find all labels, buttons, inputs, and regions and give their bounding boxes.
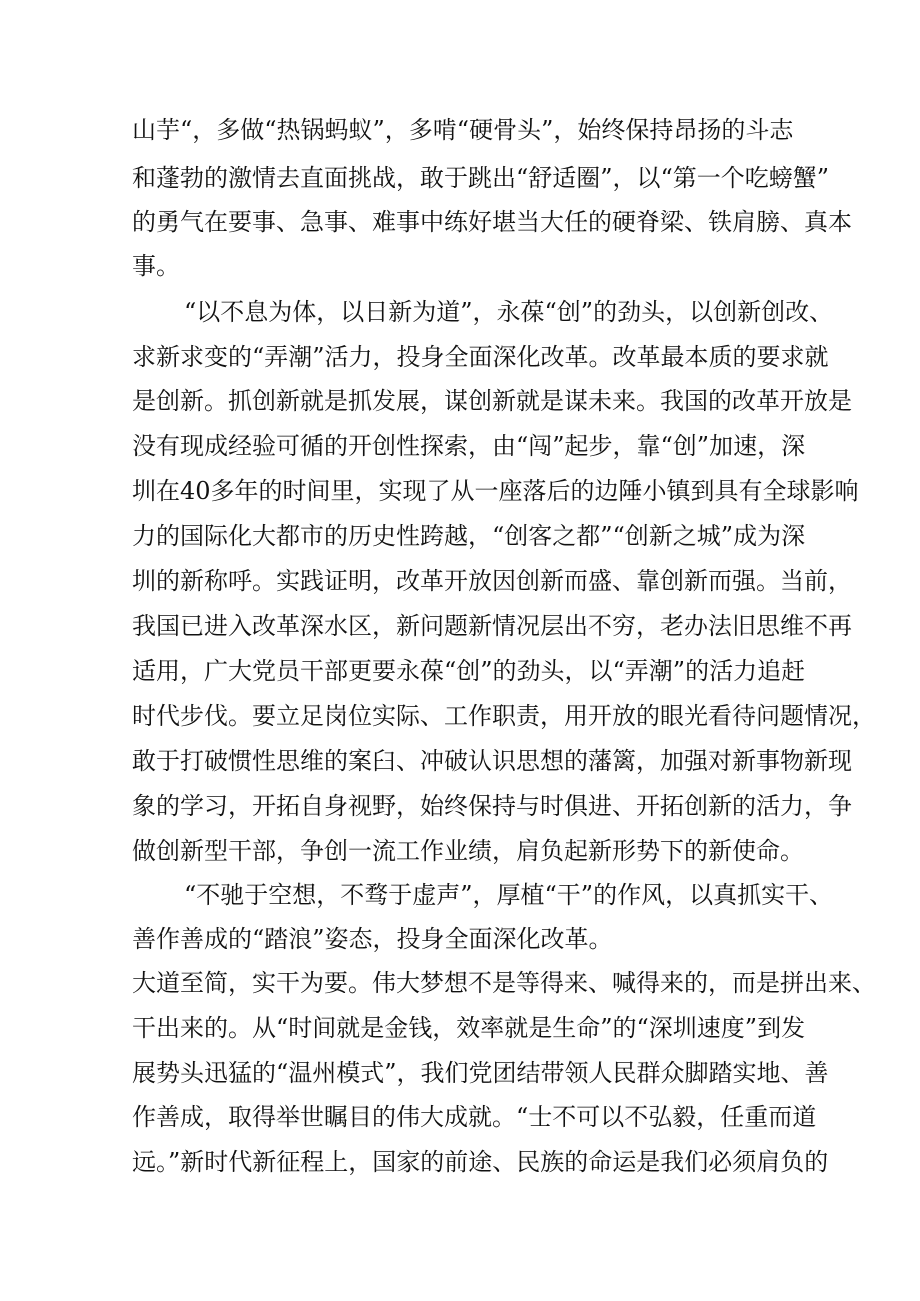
text-line: 事。 <box>132 252 180 280</box>
text-line: 圳的新称呼。实践证明，改革开放因创新而盛、靠创新而强。当前， <box>132 567 852 595</box>
text-line: 求新求变的“弄潮”活力，投身全面深化改革。改革最本质的要求就 <box>132 343 829 371</box>
text-line: 做创新型干部，争创一流工作业绩，肩负起新形势下的新使命。 <box>132 837 804 865</box>
text-line: 作善成，取得举世瞩目的伟大成就。“士不可以不弘毅，任重而道 <box>132 1103 817 1131</box>
paragraph-start-line: “以不息为体，以日新为道”，永葆“创”的劲头，以创新创改、 <box>184 298 834 326</box>
text-line: 敢于打破惯性思维的案臼、冲破认识思想的藩篱，加强对新事物新现 <box>132 747 852 775</box>
text-line: 力的国际化大都市的历史性跨越，“创客之都”“创新之城”成为深 <box>132 522 806 550</box>
text-line: 没有现成经验可循的开创性探索，由“闯”起步，靠“创”加速，深 <box>132 432 806 460</box>
text-line: 展势头迅猛的“温州模式”，我们党团结带领人民群众脚踏实地、善 <box>132 1059 829 1087</box>
text-line: 干出来的。从“时间就是金钱，效率就是生命”的“深圳速度”到发 <box>132 1014 806 1042</box>
paragraph-start-line: “不驰于空想，不骛于虚声”，厚植“干”的作风，以真抓实干、 <box>184 881 834 909</box>
text-line: 是创新。抓创新就是抓发展，谋创新就是谋未来。我国的改革开放是 <box>132 387 852 415</box>
text-line: 我国已进入改革深水区，新问题新情况层出不穷，老办法旧思维不再 <box>132 612 852 640</box>
text-line: 和蓬勃的激情去直面挑战，敢于跳出“舒适圈”，以“第一个吃螃蟹” <box>132 164 830 192</box>
text-line: 山芋“，多做“热锅蚂蚁”，多啃“硬骨头”，始终保持昂扬的斗志 <box>132 116 794 144</box>
text-line: 善作善成的“踏浪”姿态，投身全面深化改革。 <box>132 925 613 953</box>
text-line: 的勇气在要事、急事、难事中练好堪当大任的硬脊梁、铁肩膀、真本 <box>132 208 852 236</box>
paragraph-start-line: 大道至简，实干为要。伟大梦想不是等得来、喊得来的，而是拼出来、 <box>132 969 876 997</box>
text-line: 圳在40多年的时间里，实现了从一座落后的边陲小镇到具有全球影响 <box>132 477 859 505</box>
text-line: 适用，广大党员干部更要永葆“创”的劲头，以“弄潮”的活力追赶 <box>132 657 806 685</box>
text-line: 象的学习，开拓自身视野，始终保持与时俱进、开拓创新的活力，争 <box>132 792 852 820</box>
text-line: 时代步伐。要立足岗位实际、工作职责，用开放的眼光看待问题情况， <box>132 702 876 730</box>
text-line: 远。”新时代新征程上，国家的前途、民族的命运是我们必须肩负的 <box>132 1148 829 1176</box>
